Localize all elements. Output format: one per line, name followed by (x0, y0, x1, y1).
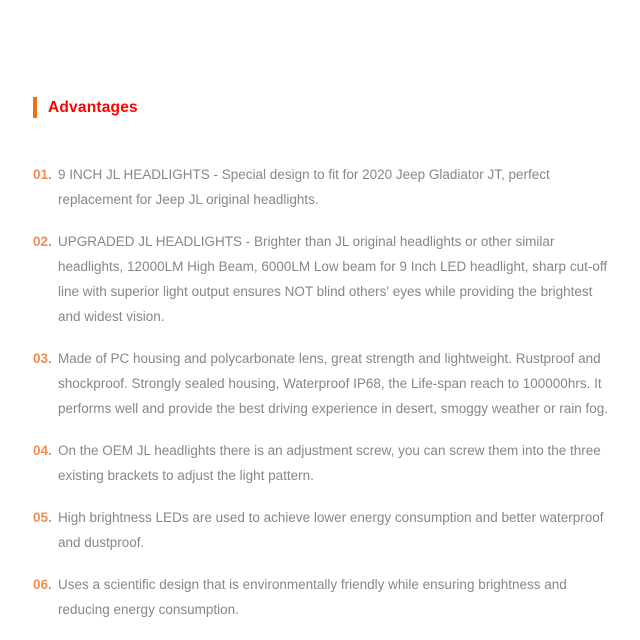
item-text: High brightness LEDs are used to achieve lower energy consumption and better waterproof and dustproof. (58, 510, 604, 550)
item-number: 03. (33, 351, 52, 366)
advantage-item (33, 162, 612, 212)
advantage-item (33, 505, 612, 555)
item-number: 01. (33, 167, 52, 182)
item-text: On the OEM JL headlights there is an adjustment screw, you can screw them into the three existing brackets to adjust the light pattern. (58, 443, 601, 483)
section-heading (33, 97, 612, 118)
section-title: Advantages (48, 98, 138, 116)
advantage-item (33, 229, 612, 329)
accent-bar (33, 97, 37, 118)
item-text: Uses a scientific design that is environmentally friendly while ensuring brightness and reducing energy consumption. (58, 577, 567, 617)
item-text: UPGRADED JL HEADLIGHTS - Brighter than JL original headlights or other similar headlights, 12000LM High Beam, 6000LM Low beam for 9 Inch LED headlight, sharp cut-off line with superior light output ensures NOT blind others' eyes while providing the brightest and widest vision. (58, 234, 608, 324)
advantage-item (33, 572, 612, 622)
advantages-list (33, 162, 612, 622)
item-text: Made of PC housing and polycarbonate lens, great strength and lightweight. Rustproof and shockproof. Strongly sealed housing, Waterproof IP68, the Life-span reach to 100000hrs. It performs well and provide the best driving experience in desert, smoggy weather or rain fog. (58, 351, 609, 416)
item-text: 9 INCH JL HEADLIGHTS - Special design to fit for 2020 Jeep Gladiator JT, perfect replacement for Jeep JL original headlights. (58, 167, 550, 207)
advantage-item (33, 346, 612, 421)
item-number: 04. (33, 443, 52, 458)
advantage-item (33, 438, 612, 488)
item-number: 06. (33, 577, 52, 592)
item-number: 02. (33, 234, 52, 249)
item-number: 05. (33, 510, 52, 525)
